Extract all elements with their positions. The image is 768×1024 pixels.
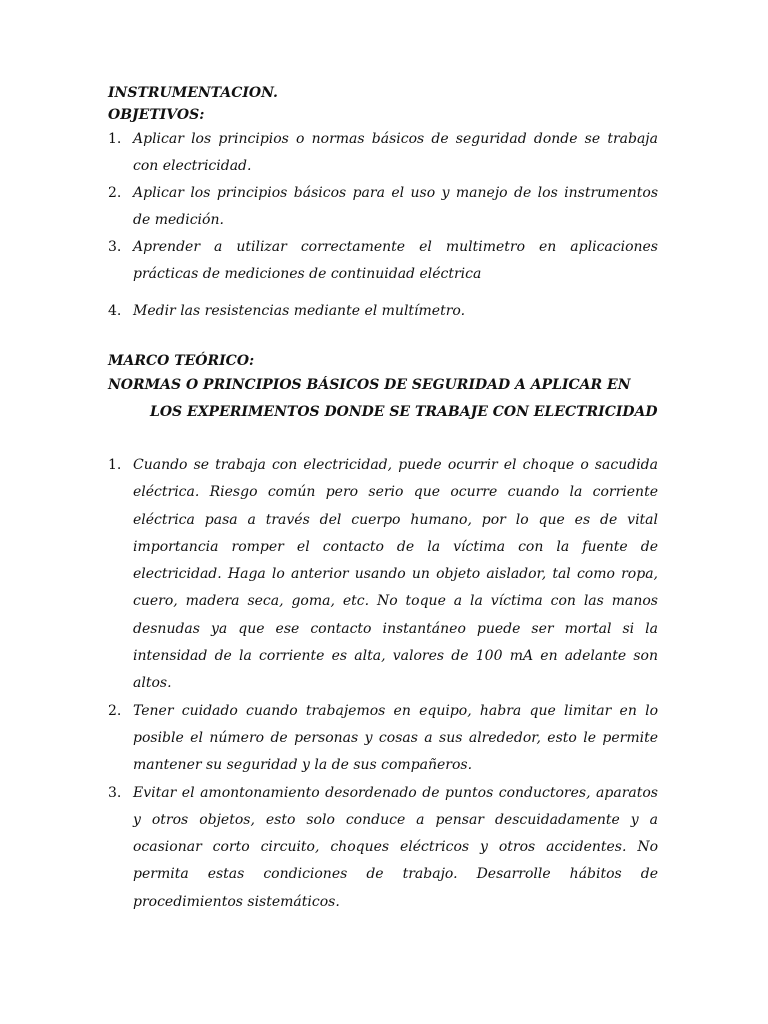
objective-item bbox=[108, 126, 658, 180]
objectives-list bbox=[108, 126, 658, 325]
rule-item bbox=[108, 780, 658, 916]
rule-item bbox=[108, 698, 658, 780]
norms-heading-line2: LOS EXPERIMENTOS DONDE SE TRABAJE CON ELECTRICIDAD bbox=[150, 404, 658, 420]
list-number: 1. bbox=[108, 457, 122, 473]
rule-text: Evitar el amontonamiento desordenado de puntos conductores, aparatos y otros objetos, esto solo conduce a pensar descuidadamente y a ocasionar corto circuito, choques eléctricos y otros accidentes. No permita estas condiciones de trabajo. Desarrolle hábitos de procedimientos sistemáticos. bbox=[133, 784, 658, 910]
document-title: INSTRUMENTACION. bbox=[108, 85, 278, 101]
theory-heading: MARCO TEÓRICO: bbox=[108, 353, 255, 369]
objectives-heading: OBJETIVOS: bbox=[108, 107, 205, 123]
objective-text: Medir las resistencias mediante el multímetro. bbox=[133, 303, 466, 319]
objective-text: Aprender a utilizar correctamente el multimetro en aplicaciones prácticas de mediciones de continuidad eléctrica bbox=[133, 239, 658, 282]
objective-text: Aplicar los principios básicos para el uso y manejo de los instrumentos de medición. bbox=[133, 185, 658, 228]
rule-text: Cuando se trabaja con electricidad, puede ocurrir el choque o sacudida eléctrica. Riesgo común pero serio que ocurre cuando la corriente eléctrica pasa a través del cuerpo humano, por lo que es de vital importancia romper el contacto de la víctima con la fuente de electricidad. Haga lo anterior usando un objeto aislador, tal como ropa, cuero, madera seca, goma, etc. No toque a la víctima con las manos desnudas ya que ese contacto instantáneo puede ser mortal si la intensidad de la corriente es alta, valores de 100 mA en adelante son altos. bbox=[133, 457, 658, 692]
objective-item bbox=[108, 298, 658, 325]
document-page bbox=[108, 82, 658, 916]
list-number: 1. bbox=[108, 131, 122, 147]
list-number: 3. bbox=[108, 239, 122, 255]
norms-heading-line1: NORMAS O PRINCIPIOS BÁSICOS DE SEGURIDAD A APLICAR EN bbox=[108, 377, 631, 393]
rule-text: Tener cuidado cuando trabajemos en equipo, habra que limitar en lo posible el número de personas y cosas a sus alrededor, esto le permite mantener su seguridad y la de sus compañeros. bbox=[133, 702, 658, 774]
safety-rules-list bbox=[108, 452, 658, 916]
list-number: 2. bbox=[108, 702, 122, 719]
list-number: 3. bbox=[108, 784, 122, 801]
objective-item bbox=[108, 180, 658, 234]
objective-item bbox=[108, 234, 658, 288]
rule-item bbox=[108, 452, 658, 698]
list-number: 4. bbox=[108, 303, 122, 319]
objective-text: Aplicar los principios o normas básicos de seguridad donde se trabaja con electricidad. bbox=[133, 131, 658, 174]
list-number: 2. bbox=[108, 185, 122, 201]
